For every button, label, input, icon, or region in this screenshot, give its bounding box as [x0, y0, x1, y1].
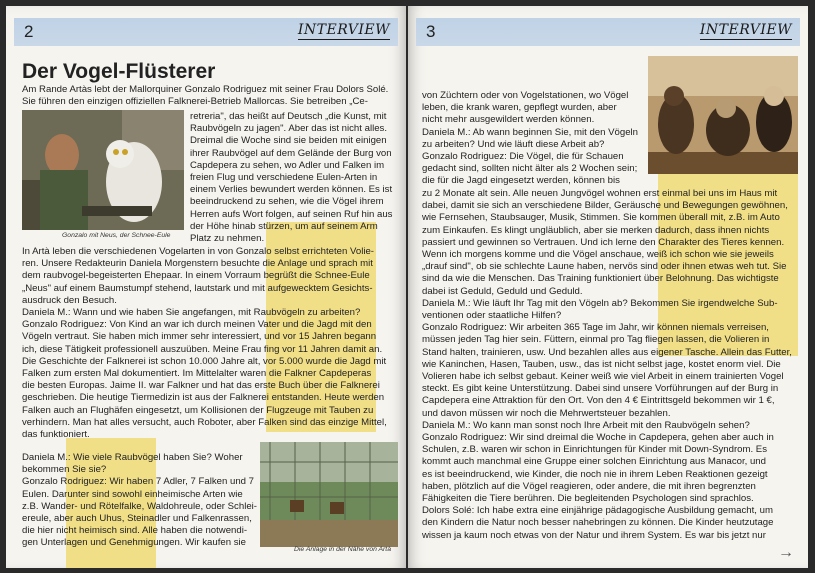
page-header-bar [416, 18, 800, 46]
text-line: Wenn ich morgens komme und die Vögel anschaue, weiß ich schon wie sie jeweils [422, 249, 774, 261]
text-line: das funktioniert. [22, 429, 90, 441]
article-title: Der Vogel-Flüsterer [22, 60, 216, 83]
left-bottom-text [22, 452, 257, 550]
text-line: von Züchtern oder von Vogelstationen, wo Vögel [422, 90, 629, 101]
falcons-photo-image [648, 56, 798, 174]
text-line: Capdepera zu sehen, wo Adler und Falken im [190, 159, 385, 171]
text-line: Gonzalo Rodriguez: Die Vögel, die für Schauen [422, 151, 624, 163]
aviary-photo [260, 442, 398, 547]
text-line: zum Einkaufen. Es klingt ungläublich, aber sie merken dadurch, dass ihnen nichts [422, 224, 770, 236]
aviary-caption: Die Anlage in der Nähe von Artà [294, 546, 391, 553]
text-line: bekommen Sie sie? [22, 464, 107, 476]
text-line: Dreimal die Woche sind sie beiden mit einigen [190, 135, 387, 147]
text-line: Daniela M.: Wann und wie haben Sie angefangen, mit Raubvögeln zu arbeiten? [22, 307, 361, 319]
left-page [6, 6, 406, 568]
text-line: Vögeln vertraut. Sie haben mich immer sehr interessiert, und vor 15 Jahren begann [22, 331, 377, 343]
text-line: In Artà leben die verschiedenen Vogelarten in von Gonzalo selbst errichteten Volie- [22, 246, 374, 257]
text-line: „Neus" auf einem Baumstumpf stehend, lautstark und mit aufgewecktem Gesichts- [22, 282, 373, 294]
text-line: Daniela M.: Ab wann beginnen Sie, mit den Vögeln [422, 126, 638, 138]
wrapped-intro-text [190, 111, 400, 245]
text-line: wie Fernsehen, Staubsauger, Musik, Stimmen. Sie kommen überall mit, z.B. im Auto [422, 212, 780, 224]
text-line: Gonzalo Rodriguez: Wir haben 7 Adler, 7 Falken und 7 [22, 476, 254, 488]
text-line: müssen jeden Tag hier sein. Füttern, einmal pro Tag fliegen lassen, die Volieren in [422, 334, 770, 346]
text-line: ventionen oder staatliche Hilfen? [422, 310, 562, 322]
owl-photo-image [22, 110, 184, 230]
text-line: Herren aufs Wort folgen, auf seinen Ruf hin aus [190, 208, 393, 220]
text-line: gedacht sind, sollten nicht älter als 2 Wochen sein; [422, 163, 638, 175]
text-line: der Höhe hinab stürzen, um auf seinem Arm [190, 220, 378, 232]
text-line: Schulen, z.B. waren wir schon in Einrichtungen für Kinder mit Down-Syndrom. Es [422, 444, 767, 456]
text-line: zu 2 Monate alt sein. Alle neuen Jungvögel wohnen erst einmal bei uns im Haus mit [422, 188, 778, 199]
text-line: Fähigkeiten die Tiere berühren. Die begleitenden Psychologen sind sprachlos. [422, 493, 754, 505]
photo-caption: Gonzalo mit Neus, der Schnee-Eule [62, 232, 171, 239]
text-line: dabei ist Geduld, Geduld und Geduld. [422, 285, 583, 297]
owl-photo [22, 110, 184, 230]
text-line: ihrer Raubvögel auf dem Gelände der Burg von [190, 147, 392, 159]
text-line: Eulen. Darunter sind sowohl einheimische Arten wie [22, 488, 243, 500]
right-page [408, 6, 808, 568]
text-line: leben, die krank waren, gepflegt wurden, aber [422, 102, 617, 114]
text-line: Dolors Solé: Ich habe extra eine einjährige pädagogische Ausbildung gemacht, um [422, 505, 773, 517]
text-line: die hier nicht heimisch sind. Alle haben die notwendi- [22, 525, 248, 537]
text-line: den Kindern die Natur noch besser nahebringen zu können. Die Kinder heutzutage [422, 517, 774, 529]
text-line: z.B. Wander- und Rötelfalke, Waldohreule, oder Schlei- [22, 500, 257, 512]
text-line: Capdepera eine Attraktion für den Ort. Von den 4 € Eintrittsgeld bekommen wir 1 €, [422, 395, 775, 407]
text-line: nicht mehr ausgewildert werden können. [422, 114, 595, 126]
intro-text [22, 84, 398, 108]
text-line: Gonzalo Rodriguez: Von Kind an war ich durch meinen Vater und die Jagd mit den [22, 319, 372, 331]
text-line: Die Geschichte der Falknerei ist schon 10.000 Jahre alt, vor 5.000 wurde die Jagd mit [22, 355, 387, 367]
text-line: ereule, aber auch Uhus, Steinadler und Falkenrassen, [22, 513, 252, 525]
text-line: Falken auch an Flughäfen eingesetzt, um Kollisionen der Flugzeuge mit Tauben zu [22, 404, 374, 416]
text-line: steckt. Es gibt keine Unterstützung. Dabei sind unsere Vorführungen auf der Burg in [422, 383, 779, 395]
text-line: Daniela M.: Wie viele Raubvögel haben Sie? Woher [22, 452, 243, 463]
text-line: Daniela M.: Wie läuft Ihr Tag mit den Vögeln ab? Bekommen Sie irgendwelche Sub- [422, 297, 778, 309]
text-line: Am Rande Artàs lebt der Mallorquiner Gonzalo Rodriguez mit seiner Frau Dolors Solé. [22, 84, 389, 95]
right-top-text [422, 90, 644, 188]
text-line: retreria", das heißt auf Deutsch „die Kunst, mit [190, 111, 387, 122]
text-line: Stand halten, trainieren, usw. Und bezahlen alles aus eigener Tasche. Allein das Futter, [422, 346, 792, 358]
text-line: ich, diese Tätigkeit professionell auszuüben. Meine Frau fing vor 11 Jahren damit an. [22, 343, 383, 355]
section-label: INTERVIEW [297, 22, 390, 38]
text-line: dem raubvogel-begeisterten Ehepaar. In einem Vorraum begrüßt die Schnee-Eule [22, 270, 370, 282]
text-line: Falken zum ersten Mal dokumentiert. Im Mittelalter waren die Falkner Capdeperas [22, 368, 372, 380]
continue-arrow-icon: → [778, 544, 794, 561]
text-line: „drauf sind", ob sie schlechte Laune haben, nervös sind oder ihnen etwas weh tut. Sie [422, 261, 787, 273]
page-header-bar [14, 18, 398, 46]
text-line: wie Kaninchen, Hasen, Tauben, usw., das ist nicht selbst jage, kostet enorm viel. Die [422, 358, 781, 370]
text-line: beeindruckend zu sehen, wie die Vögel ihrem [190, 196, 384, 208]
text-line: die für die Jagd eingesetzt werden, können bis [422, 175, 620, 187]
text-line: und davon müssen wir noch die Mehrwertsteuer bezahlen. [422, 407, 671, 419]
text-line: kommt auch manchmal eine Gruppe einer solchen Einrichtung aus Manacor, und [422, 456, 766, 468]
text-line: verhindern. Man hat alles versucht, auch Roboter, aber Falken sind das einzige Mittel, [22, 416, 387, 428]
text-line: die besten Europas. Jaime II. war Falkner und hat das erste Buch über die Falknerei [22, 380, 380, 392]
text-line: haben, plötzlich auf die Vögel reagieren, oder andere, die mit ihren begrenzten [422, 480, 756, 492]
text-line: geschrieben. Die heutige Tiermedizin ist aus der Falknerei entstanden. Heute werden [22, 392, 385, 404]
text-line: Raubvögeln zu jagen". Aber das ist nicht alles. [190, 123, 387, 135]
text-line: es ist beeindruckend, wie Kinder, die noch nie in ihrem Leben Reaktionen gezeigt [422, 468, 768, 480]
left-body-text [22, 246, 398, 441]
text-line: Platz zu nehmen. [190, 233, 265, 245]
page-number: 3 [426, 22, 436, 41]
text-line: dabei, damit sie sich an verschiedene Bilder, Geräusche und Bewegungen gewöhnen, [422, 200, 788, 212]
text-line: ren. Unsere Redakteurin Daniela Morgenstern besuchte die Anlage und sprach mit [22, 258, 373, 270]
section-label: INTERVIEW [699, 22, 792, 38]
text-line: freien Flug und verschiedene Eulen-Arten in [190, 172, 378, 184]
text-line: sind da wie die Menschen. Das Training funktioniert über Belohnung. Das wichtigste [422, 273, 779, 285]
text-line: ausdruck den Besuch. [22, 294, 117, 306]
falcons-photo [648, 56, 798, 174]
text-line: gen Unterlagen und Genehmigungen. Wir kaufen sie [22, 537, 246, 549]
text-line: Gonzalo Rodriguez: Wir arbeiten 365 Tage im Jahr, wir können niemals verreisen, [422, 322, 769, 334]
text-line: passiert und gewinnen so Vertrauen. Und ich lerne den Charakter des Tieres kennen. [422, 236, 785, 248]
text-line: Gonzalo Rodriguez: Wir sind dreimal die Woche in Capdepera, gehen aber auch in [422, 432, 774, 444]
text-line: Volieren habe ich selbst gebaut. Keiner weiß wie viel Arbeit in einem trainierten Vogel [422, 371, 784, 383]
text-line: Daniela M.: Wo kann man sonst noch Ihre Arbeit mit den Raubvögeln sehen? [422, 419, 750, 431]
right-body-text [422, 188, 798, 542]
aviary-photo-image [260, 442, 398, 547]
page-number: 2 [24, 22, 34, 41]
text-line: wissen ja kaum noch etwas von der Natur und ihrem System. Es war bis jetzt nur [422, 529, 766, 541]
text-line: zu arbeiten? Und wie läuft diese Arbeit ab? [422, 138, 605, 150]
text-line: einem Verlies bewundert werden können. Es ist [190, 184, 393, 196]
text-line: Sie führen den einzigen offiziellen Falknerei-Betrieb Mallorcas. Sie betreiben „Ce- [22, 96, 368, 108]
